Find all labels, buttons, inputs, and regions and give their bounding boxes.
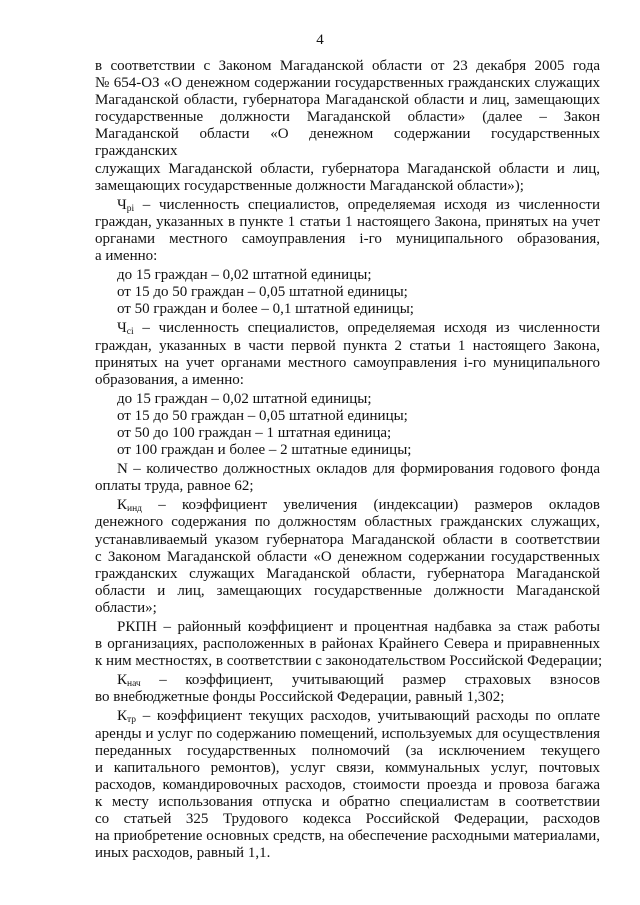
text-line [95, 461, 600, 478]
document-body [95, 58, 603, 862]
text-line [95, 197, 600, 214]
line-text-continued: – численность специалистов, определяемая исходя из численности [134, 196, 600, 213]
text-line [95, 566, 600, 583]
line-text: граждан, указанных в пункте 1 статьи 1 настоящего Закона, принятых на учет [95, 213, 600, 230]
subscript: нач [127, 679, 141, 690]
text-line [95, 320, 600, 337]
subscript: рi [126, 203, 135, 214]
text-line [95, 355, 600, 372]
paragraph [95, 708, 600, 862]
text-line [95, 126, 600, 160]
line-text: государственные должности Магаданской области» (далее – Закон [95, 109, 600, 126]
text-line [95, 600, 600, 617]
subscript: инд [127, 504, 143, 515]
line-text: с Законом Магаданской области «О денежном содержании государственных [95, 548, 600, 565]
line-text: Магаданской области, губернатора Магаданской области и лиц, замещающих [95, 92, 600, 109]
text-line [95, 777, 600, 794]
line-text: до 15 граждан – 0,02 штатной единицы; [117, 390, 372, 407]
text-line [95, 267, 600, 284]
line-text: от 50 до 100 граждан – 1 штатная единица; [117, 424, 392, 441]
page-number: 4 [316, 32, 324, 48]
line-text: иных расходов, равный 1,1. [95, 845, 271, 862]
line-text: к ним местностях, в соответствии с законодательством Российской Федерации; [95, 653, 603, 670]
line-text: области»; [95, 599, 157, 616]
paragraph [95, 197, 600, 265]
paragraph [95, 320, 600, 388]
paragraph [95, 58, 600, 195]
line-text: в соответствии с Законом Магаданской области от 23 декабря 2005 года [95, 58, 600, 74]
paragraph [95, 619, 603, 670]
line-text-continued: – коэффициент, учитывающий размер страховых взносов [140, 672, 600, 689]
text-line [95, 109, 600, 126]
line-text: К [117, 708, 128, 725]
text-line [95, 583, 600, 600]
line-text-continued: – численность специалистов, определяемая исходя из численности [133, 320, 600, 337]
text-line [95, 760, 600, 777]
text-line [95, 726, 600, 743]
line-text: и капитального ремонтов), услуг связи, коммунальных услуг, почтовых [95, 759, 600, 776]
text-line [95, 478, 600, 495]
text-line [95, 708, 600, 725]
text-line [95, 301, 600, 318]
text-line [95, 811, 600, 828]
subscript: тр [127, 715, 137, 726]
line-text: к месту использования отпуска и обратно специалистам в соответствии [95, 793, 600, 810]
text-line [95, 672, 600, 689]
paragraph [95, 461, 600, 495]
text-line [95, 408, 600, 425]
text-line [95, 338, 600, 355]
text-line [95, 372, 600, 389]
line-text: расходов, командировочных расходов, стоимости проезда и провоза багажа [95, 776, 600, 793]
text-line [95, 248, 600, 265]
line-text: № 654-ОЗ «О денежном содержании государственных гражданских служащих [95, 75, 600, 92]
line-text: во внебюджетные фонды Российской Федерации, равный 1,302; [95, 689, 505, 706]
line-text-continued: – коэффициент текущих расходов, учитывающий расходы по оплате [136, 708, 600, 725]
text-line [95, 514, 600, 531]
line-text: принятых на учет органами местного самоуправления i-го муниципального [95, 354, 600, 371]
line-text: Ч [117, 320, 127, 337]
line-text: гражданских служащих Магаданской области, губернатора Магаданской [95, 565, 600, 582]
text-line [95, 497, 600, 514]
paragraph [95, 497, 600, 617]
text-line [95, 532, 600, 549]
line-text: органами местного самоуправления i-го муниципального образования, [95, 230, 600, 247]
line-text: а именно: [95, 248, 158, 265]
text-line [95, 161, 600, 178]
paragraph [95, 267, 600, 318]
line-text: денежного содержания по должностям областных гражданских служащих, [95, 514, 600, 531]
line-text: служащих Магаданской области, губернатора Магаданской области и лиц, [95, 160, 600, 177]
text-line [95, 845, 600, 862]
text-line [95, 794, 600, 811]
line-text: образования, а именно: [95, 371, 244, 388]
text-line [95, 549, 600, 566]
paragraph [95, 391, 600, 459]
subscript: сi [126, 327, 134, 338]
text-line [95, 743, 600, 760]
line-text: N – количество должностных окладов для формирования годового фонда [117, 461, 600, 478]
line-text: Ч [117, 196, 127, 213]
line-text: оплаты труда, равное 62; [95, 478, 254, 495]
line-text: замещающих государственные должности Магаданской области»); [95, 177, 524, 194]
text-line [95, 689, 600, 706]
text-line [95, 75, 600, 92]
text-line [95, 619, 600, 636]
text-line [95, 442, 600, 459]
line-text: от 15 до 50 граждан – 0,05 штатной единицы; [117, 407, 408, 424]
line-text: переданных государственных полномочий (за исключением текущего [95, 742, 600, 759]
line-text: РКПН – районный коэффициент и процентная надбавка за стаж работы [117, 619, 600, 635]
text-line [95, 214, 600, 231]
text-line [95, 231, 600, 248]
line-text: Магаданской области «О денежном содержании государственных гражданских [95, 126, 600, 160]
text-line [95, 284, 600, 301]
line-text: устанавливаемый указом губернатора Магаданской области в соответствии [95, 531, 600, 548]
line-text: от 50 граждан и более – 0,1 штатной единицы; [117, 301, 414, 318]
line-text: со статьей 325 Трудового кодекса Российской Федерации, расходов [95, 811, 600, 828]
text-line [95, 178, 600, 195]
text-line [95, 92, 600, 109]
line-text: аренды и услуг по содержанию помещений, используемых для осуществления [95, 725, 600, 742]
line-text: от 100 граждан и более – 2 штатные единицы; [117, 442, 412, 459]
line-text: К [117, 497, 128, 514]
text-line [95, 636, 600, 653]
text-line [95, 828, 600, 845]
text-line [95, 391, 600, 408]
line-text: граждан, указанных в части первой пункта 2 статьи 1 настоящего Закона, [95, 337, 600, 354]
line-text: от 15 до 50 граждан – 0,05 штатной единицы; [117, 284, 408, 301]
text-line [95, 58, 600, 75]
line-text: К [117, 672, 128, 689]
line-text-continued: – коэффициент увеличения (индексации) размеров окладов [142, 497, 600, 514]
text-line [95, 653, 603, 670]
line-text: до 15 граждан – 0,02 штатной единицы; [117, 267, 372, 284]
line-text: в организациях, расположенных в районах Крайнего Севера и приравненных [95, 636, 600, 653]
paragraph [95, 672, 600, 706]
text-line [95, 425, 600, 442]
line-text: области и лиц, замещающих государственные должности Магаданской [95, 582, 600, 599]
line-text: на приобретение основных средств, на обеспечение расходными материалами, [95, 828, 600, 845]
